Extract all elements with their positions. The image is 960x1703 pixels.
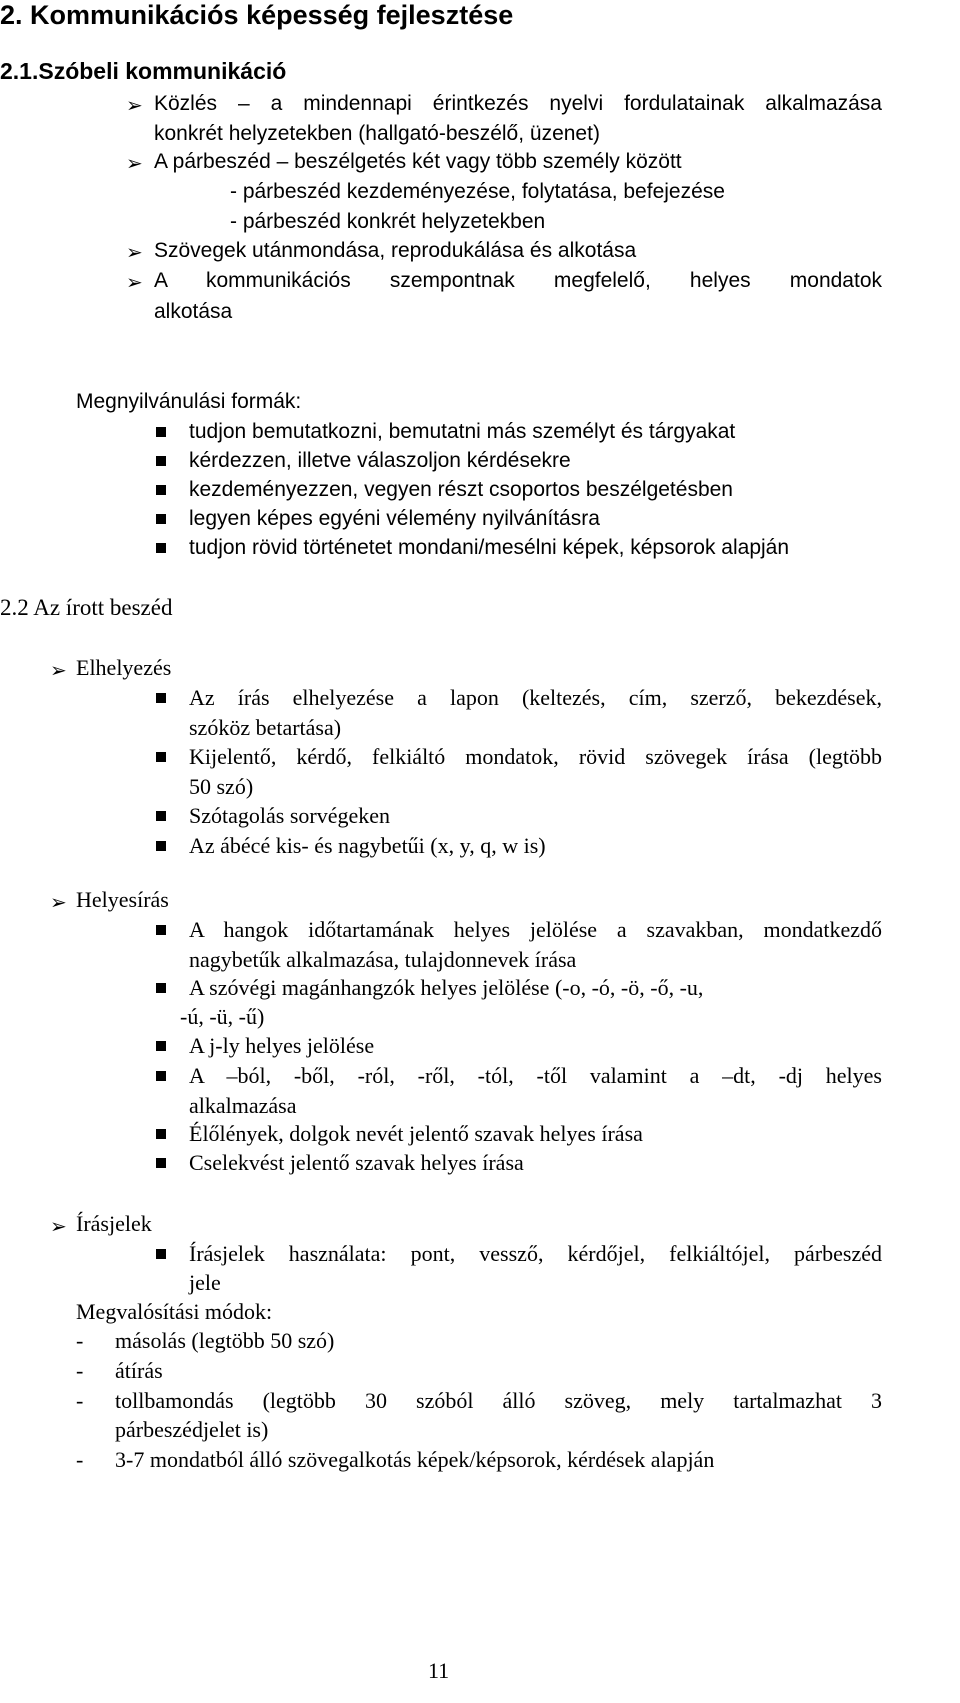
helyesiras-item: A hangok időtartamának helyes jelölése a szavakban, mondatkezdő [189,917,882,942]
forms-item: tudjon bemutatkozni, bemutatni más személyt és tárgyakat [189,420,736,443]
elhelyezes-item: Szótagolás sorvégeken [189,803,390,828]
oral-item-line: alkotása [154,300,233,323]
square-bullet-icon [156,456,166,466]
irasjelek-label: Írásjelek [76,1211,152,1236]
elhelyezes-item: Kijelentő, kérdő, felkiáltó mondatok, rövid szövegek írása (legtöbb [189,744,882,769]
square-bullet-icon [156,811,166,821]
helyesiras-item: Cselekvést jelentő szavak helyes írása [189,1150,524,1175]
dash-bullet: - [76,1328,84,1353]
oral-item-line: A párbeszéd – beszélgetés két vagy több személy között [154,150,682,173]
methods-item: párbeszédjelet is) [115,1417,269,1442]
forms-item: tudjon rövid történetet mondani/mesélni képek, képsorok alapján [189,536,790,559]
helyesiras-item: A j-ly helyes jelölése [189,1033,375,1058]
helyesiras-label: Helyesírás [76,887,169,912]
oral-subitem-line: - párbeszéd kezdeményezése, folytatása, befejezése [230,180,725,203]
oral-item-line: A kommunikációs szempontnak megfelelő, helyes mondatok [154,269,882,292]
helyesiras-item: A szóvégi magánhangzók helyes jelölése (-o, -ó, -ö, -ő, -u, [189,975,704,1000]
methods-item: 3-7 mondatból álló szövegalkotás képek/képsorok, kérdések alapján [115,1447,715,1472]
square-bullet-icon [156,543,166,553]
square-bullet-icon [156,1129,166,1139]
square-bullet-icon [156,925,166,935]
elhelyezes-item: szóköz betartása) [189,715,342,740]
square-bullet-icon [156,983,166,993]
helyesiras-item: -ú, -ü, -ű) [180,1004,265,1029]
square-bullet-icon [156,1071,166,1081]
oral-item-line: Szövegek utánmondása, reprodukálása és alkotása [154,239,637,262]
dash-bullet: - [76,1388,84,1413]
arrow-bullet-icon: ➢ [126,270,143,294]
arrow-bullet-icon: ➢ [126,93,143,117]
square-bullet-icon [156,427,166,437]
forms-title: Megnyilvánulási formák: [76,390,302,413]
irasjelek-item: jele [189,1270,221,1295]
arrow-bullet-icon: ➢ [50,658,67,682]
page-heading: 2. Kommunikációs képesség fejlesztése [0,0,514,30]
forms-item: kezdeményezzen, vegyen részt csoportos beszélgetésben [189,478,733,501]
elhelyezes-item: Az ábécé kis- és nagybetűi (x, y, q, w is) [189,833,546,858]
page-number: 11 [428,1658,450,1683]
methods-item: átírás [115,1358,163,1383]
elhelyezes-item: Az írás elhelyezése a lapon (keltezés, cím, szerző, bekezdések, [189,685,882,710]
square-bullet-icon [156,514,166,524]
forms-item: kérdezzen, illetve válaszoljon kérdésekre [189,449,571,472]
square-bullet-icon [156,752,166,762]
helyesiras-item: nagybetűk alkalmazása, tulajdonnevek írása [189,947,577,972]
helyesiras-item: A –ból, -ből, -ról, -ről, -tól, -től valamint a –dt, -dj helyes [189,1063,882,1088]
square-bullet-icon [156,1249,166,1259]
arrow-bullet-icon: ➢ [126,151,143,175]
arrow-bullet-icon: ➢ [50,890,67,914]
arrow-bullet-icon: ➢ [126,240,143,264]
methods-item: tollbamondás (legtöbb 30 szóból álló szöveg, mely tartalmazhat 3 [115,1388,882,1413]
elhelyezes-label: Elhelyezés [76,655,172,680]
dash-bullet: - [76,1358,84,1383]
section-2-1-title: 2.1.Szóbeli kommunikáció [0,58,287,84]
square-bullet-icon [156,841,166,851]
oral-item-line: konkrét helyzetekben (hallgató-beszélő, üzenet) [154,122,600,145]
forms-item: legyen képes egyéni vélemény nyilvánításra [189,507,600,530]
square-bullet-icon [156,1158,166,1168]
elhelyezes-item: 50 szó) [189,774,254,799]
oral-subitem-line: - párbeszéd konkrét helyzetekben [230,210,546,233]
helyesiras-item: Élőlények, dolgok nevét jelentő szavak helyes írása [189,1121,643,1146]
arrow-bullet-icon: ➢ [50,1214,67,1238]
methods-item: másolás (legtöbb 50 szó) [115,1328,335,1353]
square-bullet-icon [156,1041,166,1051]
methods-title: Megvalósítási módok: [76,1299,273,1324]
square-bullet-icon [156,485,166,495]
square-bullet-icon [156,693,166,703]
irasjelek-item: Írásjelek használata: pont, vessző, kérdőjel, felkiáltójel, párbeszéd [189,1241,882,1266]
dash-bullet: - [76,1447,84,1472]
helyesiras-item: alkalmazása [189,1093,297,1118]
section-2-2-title: 2.2 Az írott beszéd [0,595,173,620]
oral-item-line: Közlés – a mindennapi érintkezés nyelvi fordulatainak alkalmazása [154,92,882,115]
